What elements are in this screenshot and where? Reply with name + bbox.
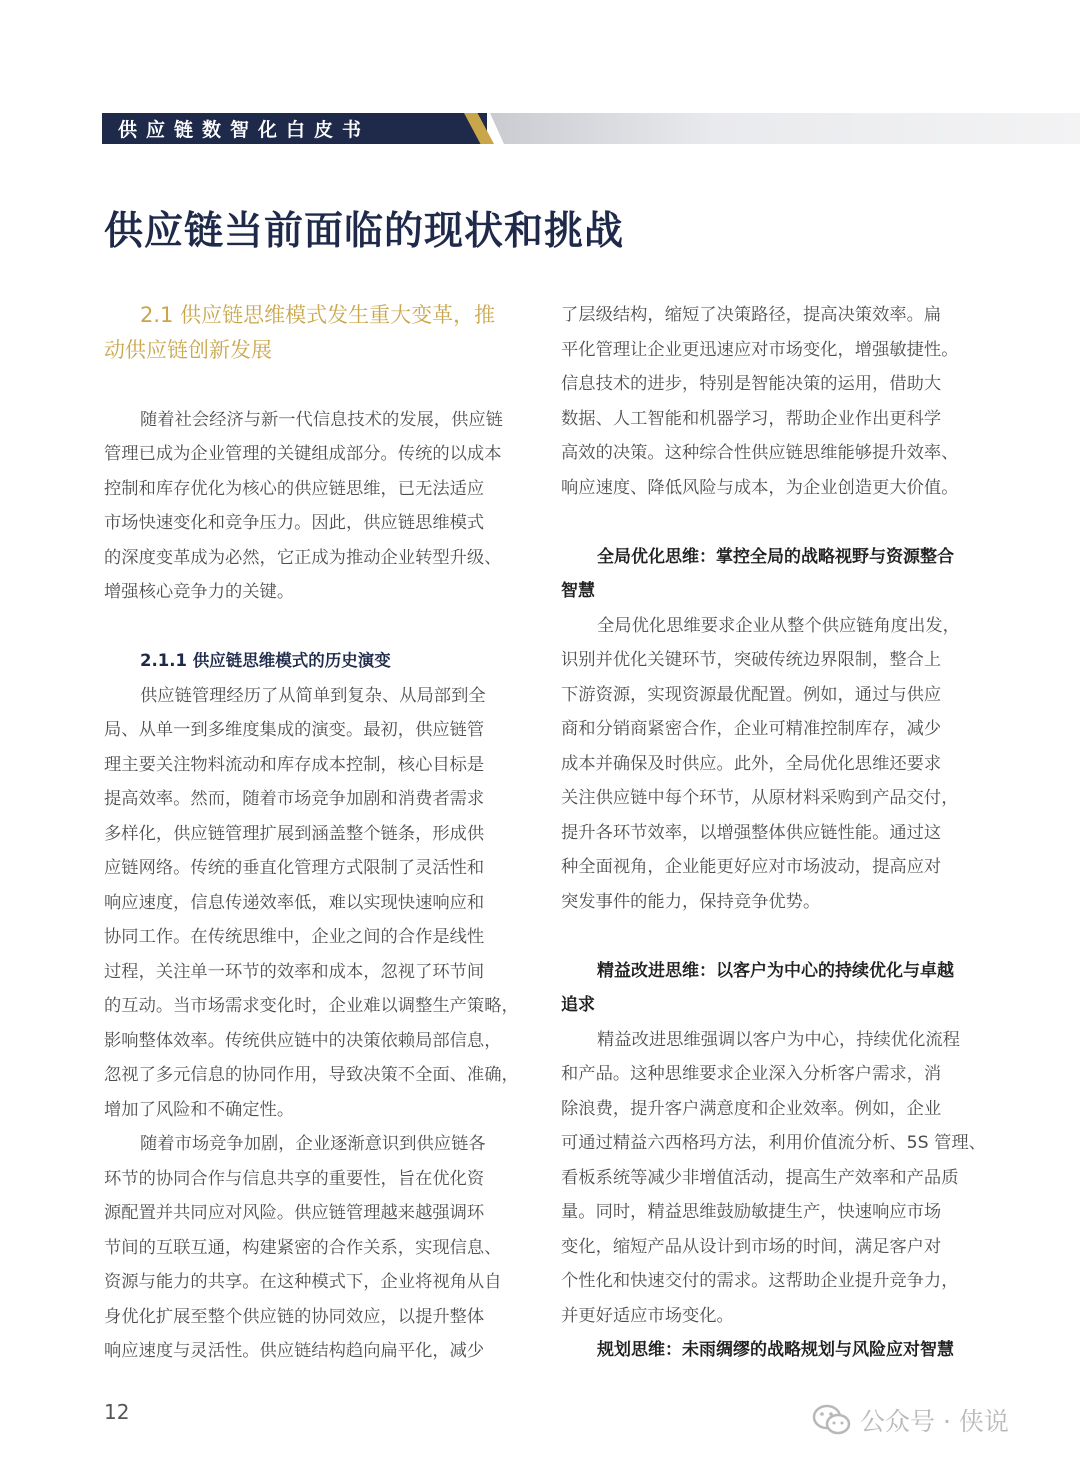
page-number: 12 bbox=[104, 1400, 130, 1424]
heading-planning: 规划思维：未雨绸缪的战略规划与风险应对智慧 bbox=[597, 1340, 954, 1360]
text-line: 多样化，供应链管理扩展到涵盖整个链条，形成供 bbox=[104, 823, 485, 844]
header-banner bbox=[102, 113, 1080, 144]
text-line: 节间的互联互通，构建紧密的合作关系，实现信息、 bbox=[104, 1237, 502, 1258]
text-line: 看板系统等减少非增值活动，提高生产效率和产品质 bbox=[561, 1167, 959, 1188]
text-line: 应链网络。传统的垂直化管理方式限制了灵活性和 bbox=[104, 858, 485, 878]
text-line: 精益改进思维强调以客户为中心，持续优化流程 bbox=[597, 1029, 960, 1050]
text-line: 随着社会经济与新一代信息技术的发展，供应链 bbox=[140, 409, 503, 430]
text-line: 响应速度，信息传递效率低，难以实现快速响应和 bbox=[104, 892, 485, 913]
text-line: 管理已成为企业管理的关键组成部分。传统的以成本 bbox=[104, 444, 502, 464]
section-heading-line: 2.1 供应链思维模式发生重大变革，推 bbox=[140, 303, 496, 327]
text-line: 识别并优化关键环节，突破传统边界限制，整合上 bbox=[561, 650, 942, 670]
heading-lean-improvement-cont: 追求 bbox=[561, 995, 595, 1015]
text-line: 响应速度与灵活性。供应链结构趋向扁平化，减少 bbox=[104, 1341, 485, 1361]
text-line: 提升各环节效率，以增强整体供应链性能。通过这 bbox=[561, 822, 942, 843]
text-line: 了层级结构，缩短了决策路径，提高决策效率。扁 bbox=[561, 305, 942, 325]
paragraph-history bbox=[104, 679, 522, 1128]
text-line: 除浪费，提升客户满意度和企业效率。例如，企业 bbox=[561, 1098, 942, 1119]
text-line: 资源与能力的共享。在这种模式下，企业将视角从自 bbox=[104, 1272, 502, 1292]
text-line: 市场快速变化和竞争压力。因此，供应链思维模式 bbox=[104, 513, 485, 533]
text-line: 量。同时，精益思维鼓励敏捷生产，快速响应市场 bbox=[561, 1202, 942, 1222]
text-line: 增强核心竞争力的关键。 bbox=[104, 582, 295, 602]
banner-title: 供应链数智化白皮书 bbox=[118, 119, 371, 141]
spacer bbox=[561, 505, 979, 540]
paragraph-continuation bbox=[561, 298, 979, 505]
text-line: 个性化和快速交付的需求。这帮助企业提升竞争力， bbox=[561, 1271, 959, 1291]
text-line: 局、从单一到多维度集成的演变。最初，供应链管 bbox=[104, 720, 485, 740]
text-line: 全局优化思维要求企业从整个供应链角度出发， bbox=[597, 615, 960, 636]
text-line: 可通过精益六西格玛方法，利用价值流分析、5S 管理、 bbox=[561, 1133, 986, 1153]
banner-fade-stripe bbox=[474, 113, 1080, 144]
spacer bbox=[104, 368, 522, 403]
text-line: 成本并确保及时供应。此外，全局优化思维还要求 bbox=[561, 753, 942, 774]
paragraph-global-optimization bbox=[561, 609, 979, 920]
text-line: 并更好适应市场变化。 bbox=[561, 1305, 734, 1326]
text-line: 源配置并共同应对风险。供应链管理越来越强调环 bbox=[104, 1203, 485, 1223]
text-line: 过程，关注单一环节的效率和成本，忽视了环节间 bbox=[104, 961, 485, 982]
text-line: 的互动。当市场需求变化时，企业难以调整生产策略， bbox=[104, 996, 519, 1016]
spacer bbox=[561, 919, 979, 954]
text-line: 影响整体效率。传统供应链中的决策依赖局部信息， bbox=[104, 1030, 502, 1051]
left-column bbox=[104, 298, 522, 1369]
text-line: 商和分销商紧密合作，企业可精准控制库存，减少 bbox=[561, 719, 942, 739]
text-line: 关注供应链中每个环节，从原材料采购到产品交付， bbox=[561, 788, 959, 808]
text-line: 协同工作。在传统思维中，企业之间的合作是线性 bbox=[104, 927, 485, 947]
text-line: 提高效率。然而，随着市场竞争加剧和消费者需求 bbox=[104, 789, 485, 809]
spacer bbox=[104, 610, 522, 645]
heading-global-optimization: 全局优化思维：掌控全局的战略视野与资源整合 bbox=[597, 546, 954, 567]
text-line: 控制和库存优化为核心的供应链思维，已无法适应 bbox=[104, 478, 485, 499]
text-line: 信息技术的进步，特别是智能决策的运用，借助大 bbox=[561, 374, 942, 394]
text-line: 增加了风险和不确定性。 bbox=[104, 1099, 295, 1120]
text-line: 随着市场竞争加剧，企业逐渐意识到供应链各 bbox=[140, 1134, 486, 1154]
paragraph-lean-improvement bbox=[561, 1023, 986, 1334]
text-line: 变化，缩短产品从设计到市场的时间，满足客户对 bbox=[561, 1236, 942, 1257]
text-line: 数据、人工智能和机器学习，帮助企业作出更科学 bbox=[561, 408, 942, 429]
text-line: 高效的决策。这种综合性供应链思维能够提升效率、 bbox=[561, 443, 959, 463]
text-line: 忽视了多元信息的协同作用，导致决策不全面、准确， bbox=[104, 1065, 519, 1085]
intro-paragraph bbox=[104, 403, 522, 610]
right-column bbox=[561, 298, 986, 1368]
heading-lean-improvement: 精益改进思维：以客户为中心的持续优化与卓越 bbox=[597, 960, 954, 981]
heading-global-optimization-cont: 智慧 bbox=[561, 581, 595, 601]
text-line: 突发事件的能力，保持竞争优势。 bbox=[561, 891, 821, 912]
paragraph-collaboration bbox=[104, 1127, 522, 1369]
text-line: 的深度变革成为必然，它正成为推动企业转型升级、 bbox=[104, 547, 502, 568]
text-line: 供应链管理经历了从简单到复杂、从局部到全 bbox=[140, 685, 486, 706]
section-heading-line: 动供应链创新发展 bbox=[104, 338, 272, 362]
wechat-icon bbox=[812, 1403, 852, 1437]
text-line: 身优化扩展至整个供应链的协同效应，以提升整体 bbox=[104, 1306, 485, 1327]
text-line: 种全面视角，企业能更好应对市场波动，提高应对 bbox=[561, 857, 942, 877]
sub-heading: 2.1.1 供应链思维模式的历史演变 bbox=[140, 651, 391, 670]
text-line: 理主要关注物料流动和库存成本控制，核心目标是 bbox=[104, 754, 485, 775]
watermark bbox=[812, 1402, 1009, 1438]
watermark-text: 公众号 · 侠说 bbox=[860, 1407, 1009, 1436]
text-line: 环节的协同合作与信息共享的重要性，旨在优化资 bbox=[104, 1168, 485, 1189]
page-title: 供应链当前面临的现状和挑战 bbox=[104, 209, 625, 254]
banner-title-block bbox=[102, 113, 487, 144]
text-line: 平化管理让企业更迅速应对市场变化，增强敏捷性。 bbox=[561, 339, 959, 360]
text-line: 下游资源，实现资源最优配置。例如，通过与供应 bbox=[561, 684, 942, 705]
text-line: 响应速度、降低风险与成本，为企业创造更大价值。 bbox=[561, 477, 959, 498]
text-line: 和产品。这种思维要求企业深入分析客户需求，消 bbox=[561, 1064, 942, 1084]
